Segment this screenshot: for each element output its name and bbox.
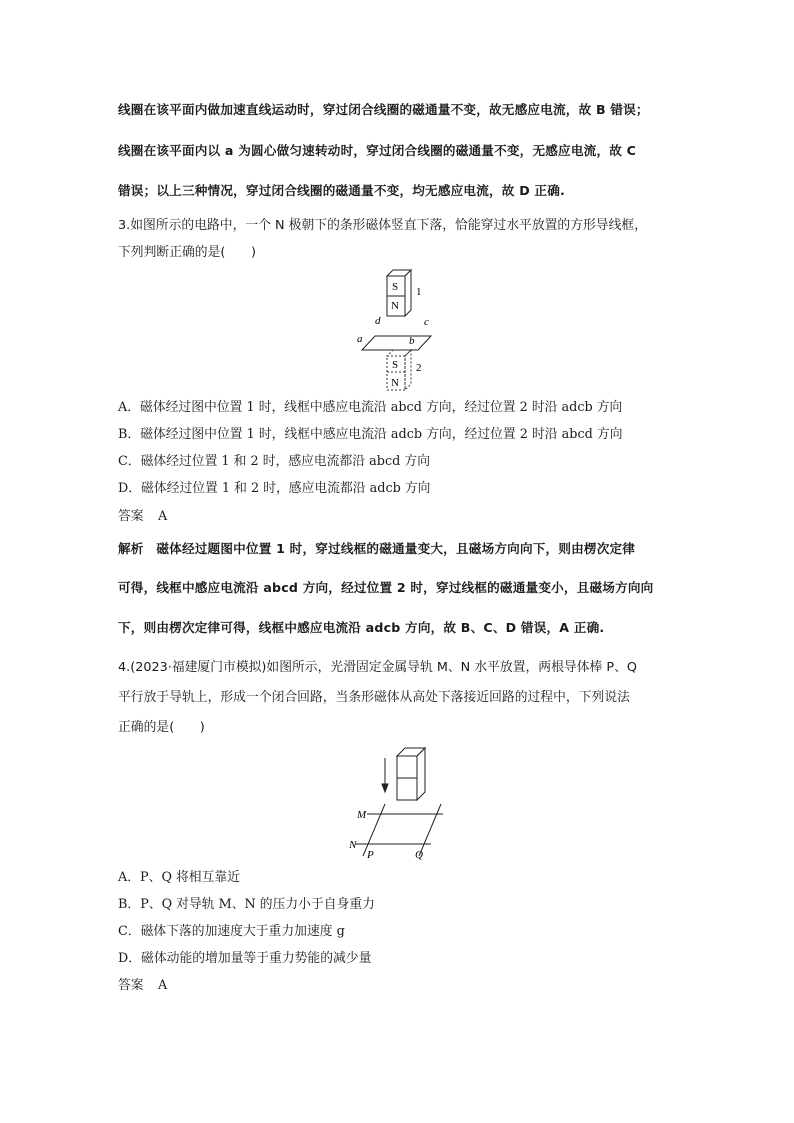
solution-line-2: 线圈在该平面内以 a 为圆心做匀速转动时，穿过闭合线圈的磁通量不变，无感应电流，故 C — [118, 143, 637, 158]
q3-analysis-line-1: 解析 磁体经过题图中位置 1 时，穿过线框的磁通量变大，且磁场方向向下，则由楞次定律 — [118, 541, 636, 556]
position-2-label: 2 — [416, 362, 422, 374]
q4-stem-line-2: 平行放于导轨上，形成一个闭合回路，当条形磁体从高处下落接近回路的过程中，下列说法 — [118, 690, 630, 705]
wire-frame — [362, 336, 431, 350]
q4-option-a: A．P、Q 将相互靠近 — [118, 870, 240, 885]
q4-answer-label: 答案 — [118, 978, 144, 993]
down-arrow-icon — [382, 758, 388, 792]
q4-figure — [345, 744, 455, 862]
rod-p-label: P — [367, 849, 374, 861]
q4-option-b: B．P、Q 对导轨 M、N 的压力小于自身重力 — [118, 897, 375, 912]
lower-magnet-n-label: N — [391, 377, 399, 389]
q3-option-d: D．磁体经过位置 1 和 2 时，感应电流都沿 adcb 方向 — [118, 481, 431, 496]
corner-c-label: c — [424, 316, 429, 328]
q3-option-c: C．磁体经过位置 1 和 2 时，感应电流都沿 abcd 方向 — [118, 454, 431, 469]
q3-option-a: A．磁体经过图中位置 1 时，线框中感应电流沿 abcd 方向，经过位置 2 时沿 adcb 方向 — [118, 400, 623, 415]
q3-answer-value: A — [158, 509, 168, 524]
q3-figure — [355, 268, 445, 392]
q4-option-d: D．磁体动能的增加量等于重力势能的减少量 — [118, 951, 372, 966]
q3-stem-line-2: 下列判断正确的是( ) — [118, 245, 256, 260]
q4-answer — [118, 978, 167, 994]
q3-analysis-line-2: 可得，线框中感应电流沿 abcd 方向，经过位置 2 时，穿过线框的磁通量变小，且磁场方向向 — [118, 580, 654, 595]
upper-magnet-n-label: N — [391, 300, 399, 312]
rod-q-label: Q — [415, 849, 423, 861]
position-1-label: 1 — [416, 286, 422, 298]
rail-n-label: N — [349, 839, 357, 851]
q4-option-c: C．磁体下落的加速度大于重力加速度 g — [118, 924, 345, 939]
rail-m-label: M — [357, 809, 367, 821]
q3-answer-label: 答案 — [118, 509, 144, 524]
corner-b-label: b — [409, 335, 415, 347]
upper-magnet-s-label: S — [392, 281, 399, 293]
q4-answer-value: A — [158, 978, 168, 993]
q3-answer — [118, 509, 167, 525]
solution-line-1: 线圈在该平面内做加速直线运动时，穿过闭合线圈的磁通量不变，故无感应电流，故 B 错误； — [118, 102, 649, 117]
q4-stem-line-1: 4.(2023·福建厦门市模拟)如图所示，光滑固定金属导轨 M、N 水平放置，两根导体棒 P、Q — [118, 660, 637, 675]
corner-d-label: d — [375, 315, 381, 327]
corner-a-label: a — [357, 333, 363, 345]
falling-magnet — [397, 748, 425, 800]
q3-option-b: B．磁体经过图中位置 1 时，线框中感应电流沿 adcb 方向，经过位置 2 时沿 abcd 方向 — [118, 427, 623, 442]
lower-magnet-s-label: S — [392, 359, 399, 371]
q3-stem-line-1: 3.如图所示的电路中，一个 N 极朝下的条形磁体竖直下落，恰能穿过水平放置的方形导线框， — [118, 218, 647, 233]
solution-line-3: 错误；以上三种情况，穿过闭合线圈的磁通量不变，均无感应电流，故 D 正确. — [118, 183, 566, 198]
q4-stem-line-3: 正确的是( ) — [118, 720, 205, 735]
q3-analysis-line-3: 下，则由楞次定律可得，线框中感应电流沿 adcb 方向，故 B、C、D 错误，A 正确. — [118, 620, 605, 635]
